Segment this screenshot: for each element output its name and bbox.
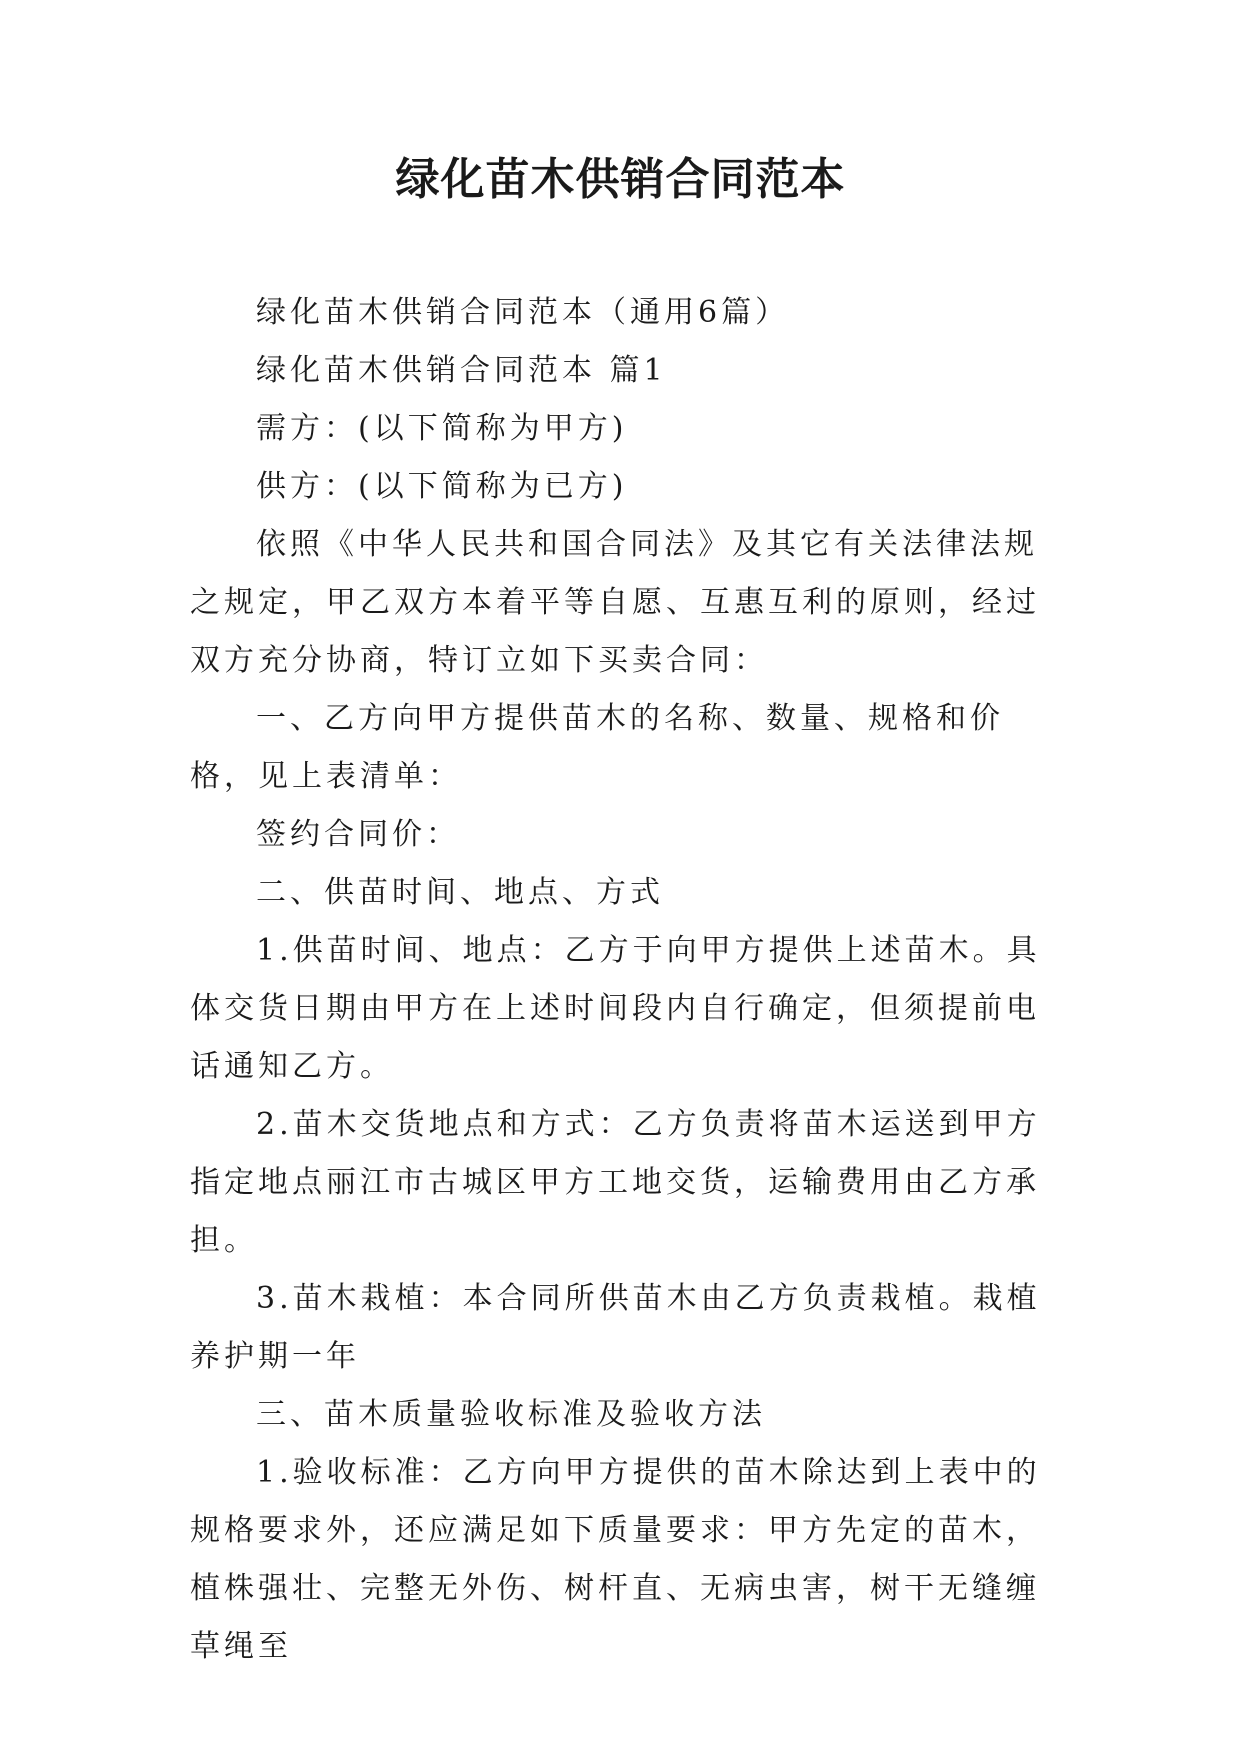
paragraph-preamble: 依照《中华人民共和国合同法》及其它有关法律法规之规定，甲乙双方本着平等自愿、互惠互利的原则，经过双方充分协商，特订立如下买卖合同： [190, 527, 1040, 678]
document-title: 绿化苗木供销合同范本 [395, 154, 846, 205]
paragraph-clause-2-2: 2.苗木交货地点和方式：乙方负责将苗木运送到甲方指定地点丽江市古城区甲方工地交货，运输费用由乙方承担。 [190, 1107, 1041, 1258]
paragraph-contract-price: 签约合同价： [256, 817, 460, 852]
paragraph-clause-1: 一、乙方向甲方提供苗木的名称、数量、规格和价格，见上表清单： [190, 701, 1004, 794]
paragraph-clause-3-1: 1.验收标准：乙方向甲方提供的苗木除达到上表中的规格要求外，还应满足如下质量要求：甲方先定的苗木，植株强壮、完整无外伤、树杆直、无病虫害，树干无缝缠草绳至 [190, 1455, 1041, 1664]
paragraph-subtitle: 绿化苗木供销合同范本（通用6篇） [256, 295, 790, 330]
paragraph-section-heading: 绿化苗木供销合同范本 篇1 [256, 353, 667, 388]
paragraph-clause-2-3: 3.苗木栽植：本合同所供苗木由乙方负责栽植。栽植养护期一年 [190, 1281, 1041, 1374]
paragraph-clause-3-heading: 三、苗木质量验收标准及验收方法 [256, 1397, 766, 1432]
document-body [190, 284, 1056, 1676]
paragraph-clause-2-heading: 二、供苗时间、地点、方式 [256, 875, 664, 910]
paragraph-buyer: 需方：(以下简称为甲方) [256, 411, 628, 446]
paragraph-supplier: 供方：(以下简称为已方) [256, 469, 628, 504]
paragraph-clause-2-1: 1.供苗时间、地点：乙方于向甲方提供上述苗木。具体交货日期由甲方在上述时间段内自行确定，但须提前电话通知乙方。 [190, 933, 1041, 1084]
